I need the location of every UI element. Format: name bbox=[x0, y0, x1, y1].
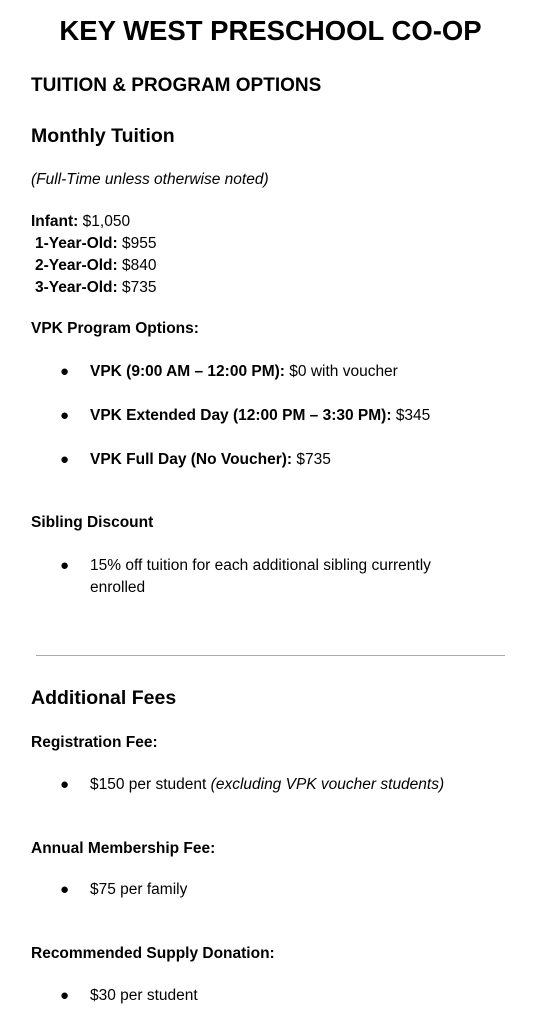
bullet-icon: ● bbox=[60, 776, 70, 793]
rate-value: $735 bbox=[122, 279, 157, 296]
registration-fee-value: $150 per student bbox=[90, 776, 207, 793]
supply-donation-value: $30 per student bbox=[90, 987, 198, 1004]
bullet-icon: ● bbox=[60, 987, 70, 1004]
rate-infant bbox=[31, 211, 130, 233]
vpk-item bbox=[90, 361, 398, 383]
sibling-text-line2: enrolled bbox=[90, 579, 146, 596]
vpk-item-label: VPK (9:00 AM – 12:00 PM): bbox=[90, 363, 285, 380]
vpk-item bbox=[90, 449, 331, 471]
bullet-icon: ● bbox=[60, 557, 70, 574]
rate-2-year-old bbox=[35, 255, 157, 277]
bullet-icon: ● bbox=[60, 363, 70, 380]
registration-fee-note: (excluding VPK voucher students) bbox=[210, 776, 445, 793]
rate-label: 2-Year-Old: bbox=[35, 257, 118, 274]
sibling-heading: Sibling Discount bbox=[31, 514, 154, 531]
tuition-note: (Full-Time unless otherwise noted) bbox=[31, 171, 269, 188]
vpk-heading: VPK Program Options: bbox=[31, 320, 199, 337]
vpk-item-value: $735 bbox=[296, 451, 331, 468]
bullet-icon: ● bbox=[60, 451, 70, 468]
bullet-icon: ● bbox=[60, 881, 70, 898]
membership-fee-value: $75 per family bbox=[90, 881, 188, 898]
rate-value: $840 bbox=[122, 257, 157, 274]
registration-fee-heading: Registration Fee: bbox=[31, 734, 158, 751]
vpk-item-value: $345 bbox=[395, 407, 431, 424]
rate-value: $1,050 bbox=[82, 213, 131, 230]
membership-fee-heading: Annual Membership Fee: bbox=[31, 840, 216, 857]
section-divider bbox=[36, 655, 505, 656]
sibling-text-line1: 15% off tuition for each additional sibling currently bbox=[90, 557, 431, 574]
rate-1-year-old bbox=[35, 233, 157, 255]
supply-donation-heading: Recommended Supply Donation: bbox=[31, 945, 275, 962]
vpk-item-label: VPK Full Day (No Voucher): bbox=[90, 451, 293, 468]
rate-label: Infant: bbox=[31, 213, 79, 230]
vpk-item-value: $0 with voucher bbox=[289, 363, 398, 380]
rate-3-year-old bbox=[35, 277, 157, 299]
vpk-item bbox=[90, 405, 430, 427]
monthly-tuition-heading: Monthly Tuition bbox=[31, 125, 175, 147]
rate-value: $955 bbox=[122, 235, 157, 252]
additional-fees-heading: Additional Fees bbox=[31, 687, 177, 709]
rate-label: 3-Year-Old: bbox=[35, 279, 118, 296]
vpk-item-label: VPK Extended Day (12:00 PM – 3:30 PM): bbox=[90, 407, 392, 424]
section-heading: TUITION & PROGRAM OPTIONS bbox=[31, 75, 322, 96]
registration-fee bbox=[90, 774, 444, 796]
page-title: KEY WEST PRESCHOOL CO-OP bbox=[59, 15, 482, 46]
rate-label: 1-Year-Old: bbox=[35, 235, 118, 252]
bullet-icon: ● bbox=[60, 407, 70, 424]
